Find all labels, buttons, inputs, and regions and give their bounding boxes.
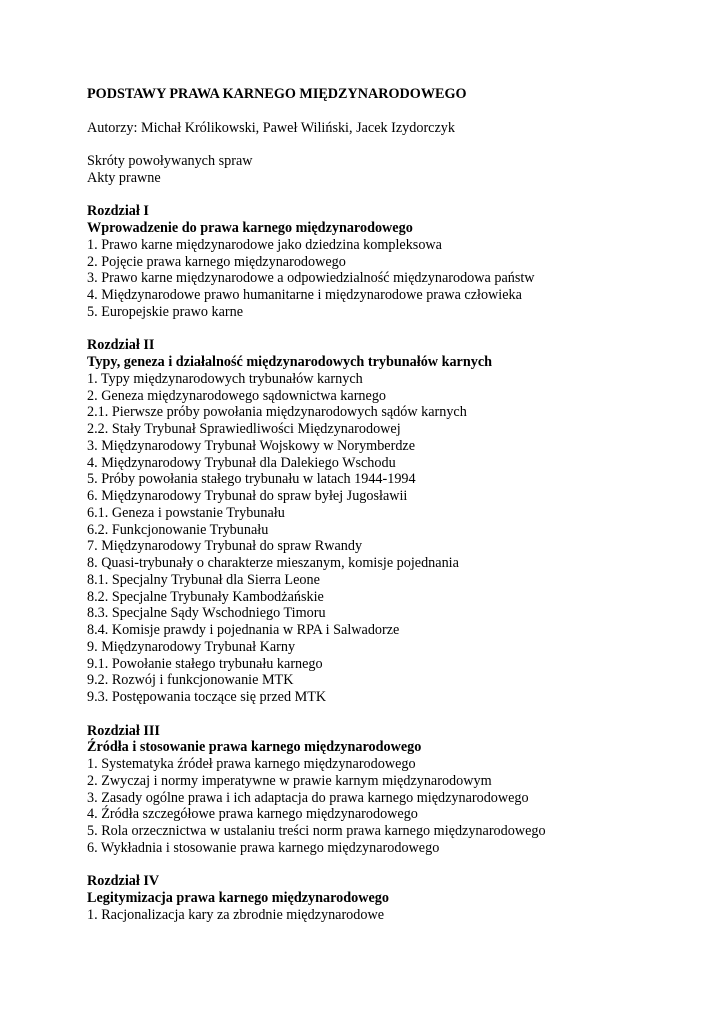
document-page <box>87 86 687 924</box>
toc-item: 3. Prawo karne międzynarodowe a odpowiedzialność międzynarodowa państw <box>87 270 535 287</box>
toc-item: 9.2. Rozwój i funkcjonowanie MTK <box>87 672 294 689</box>
chapter-title: Legitymizacja prawa karnego międzynarodowego <box>87 890 389 906</box>
toc-item: 2.2. Stały Trybunał Sprawiedliwości Międzynarodowej <box>87 421 401 437</box>
chapter-section <box>87 321 687 706</box>
toc-item: 8.3. Specjalne Sądy Wschodniego Timoru <box>87 605 326 622</box>
front-matter-item: Akty prawne <box>87 169 161 186</box>
toc-item: 6.1. Geneza i powstanie Trybunału <box>87 504 285 521</box>
toc-item: 6.2. Funkcjonowanie Trybunału <box>87 521 269 538</box>
chapter-label: Rozdział III <box>87 722 160 739</box>
chapter-title: Typy, geneza i działalność międzynarodowych trybunałów karnych <box>87 354 493 370</box>
authors-line: Autorzy: Michał Królikowski, Paweł Wiliński, Jacek Izydorczyk <box>87 119 455 136</box>
toc-item: 8.4. Komisje prawdy i pojednania w RPA i Salwadorze <box>87 622 400 638</box>
toc-item: 5. Rola orzecznictwa w ustalaniu treści norm prawa karnego międzynarodowego <box>87 823 546 839</box>
toc-item: 8. Quasi-trybunały o charakterze mieszanym, komisje pojednania <box>87 555 459 571</box>
toc-item: 8.1. Specjalny Trybunał dla Sierra Leone <box>87 571 320 588</box>
toc-item: 2.1. Pierwsze próby powołania międzynarodowych sądów karnych <box>87 404 467 421</box>
toc-item: 3. Międzynarodowy Trybunał Wojskowy w Norymberdze <box>87 437 416 454</box>
toc-item: 6. Wykładnia i stosowanie prawa karnego międzynarodowego <box>87 839 440 856</box>
toc-item: 8.2. Specjalne Trybunały Kambodżańskie <box>87 588 324 605</box>
toc-item: 4. Źródła szczegółowe prawa karnego międzynarodowego <box>87 806 418 823</box>
chapter-section <box>87 706 687 857</box>
toc-item: 7. Międzynarodowy Trybunał do spraw Rwandy <box>87 538 363 555</box>
chapter-label: Rozdział I <box>87 203 149 220</box>
toc-item: 1. Racjonalizacja kary za zbrodnie międzynarodowe <box>87 906 385 923</box>
toc-item: 5. Próby powołania stałego trybunału w latach 1944-1994 <box>87 471 416 488</box>
toc-item: 1. Prawo karne międzynarodowe jako dziedzina kompleksowa <box>87 236 442 253</box>
chapter-label: Rozdział IV <box>87 873 160 890</box>
document-title: PODSTAWY PRAWA KARNEGO MIĘDZYNARODOWEGO <box>87 86 467 102</box>
toc-item: 2. Zwyczaj i normy imperatywne w prawie karnym międzynarodowym <box>87 772 492 789</box>
front-matter-item: Skróty powoływanych spraw <box>87 153 253 169</box>
chapter-section <box>87 187 687 321</box>
chapter-title: Źródła i stosowanie prawa karnego międzynarodowego <box>87 739 422 756</box>
toc-item: 1. Typy międzynarodowych trybunałów karnych <box>87 370 363 387</box>
toc-item: 3. Zasady ogólne prawa i ich adaptacja do prawa karnego międzynarodowego <box>87 789 529 806</box>
toc-item: 9.3. Postępowania toczące się przed MTK <box>87 689 327 705</box>
toc-item: 4. Międzynarodowe prawo humanitarne i międzynarodowe prawa człowieka <box>87 287 522 303</box>
toc-item: 5. Europejskie prawo karne <box>87 303 244 320</box>
toc-item: 2. Geneza międzynarodowego sądownictwa karnego <box>87 387 387 404</box>
toc-item: 4. Międzynarodowy Trybunał dla Dalekiego Wschodu <box>87 454 396 471</box>
toc-item: 1. Systematyka źródeł prawa karnego międzynarodowego <box>87 756 416 772</box>
chapter-title: Wprowadzenie do prawa karnego międzynarodowego <box>87 220 413 236</box>
toc-item: 9.1. Powołanie stałego trybunału karnego <box>87 655 323 672</box>
chapter-section <box>87 857 687 924</box>
toc-item: 2. Pojęcie prawa karnego międzynarodowego <box>87 253 346 270</box>
toc-item: 6. Międzynarodowy Trybunał do spraw byłej Jugosławii <box>87 488 408 504</box>
table-of-contents <box>87 187 687 924</box>
chapter-label: Rozdział II <box>87 337 155 354</box>
toc-item: 9. Międzynarodowy Trybunał Karny <box>87 638 296 655</box>
